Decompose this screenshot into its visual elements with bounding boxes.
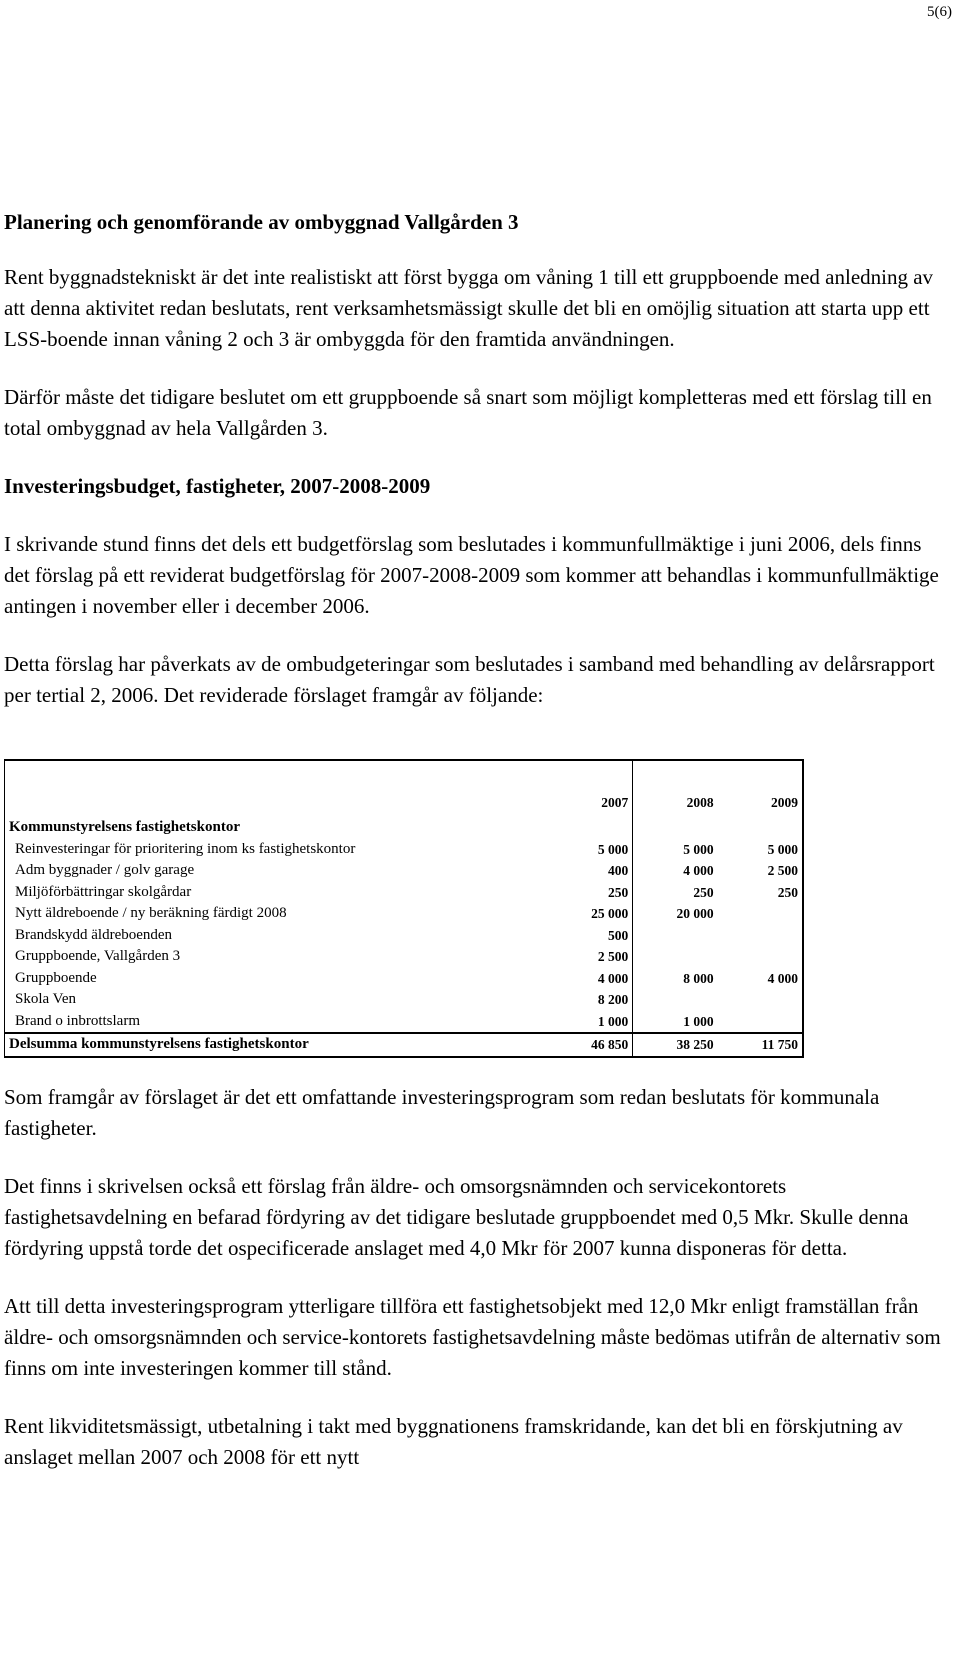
- row-label: Gruppboende: [5, 968, 548, 990]
- value-2009: [718, 1011, 803, 1034]
- paragraph: Detta förslag har påverkats av de ombudgeteringar som beslutades i samband med behandling av delårsrapport per tertial 2, 2006. Det reviderade förslaget framgår av följande:: [4, 652, 935, 707]
- value-2008: [633, 989, 718, 1011]
- value-2008: [633, 946, 718, 968]
- table-row: [5, 839, 804, 861]
- value-2009: 2 500: [718, 860, 803, 882]
- value-2007: 1 000: [548, 1011, 633, 1034]
- page-number: 5(6): [927, 4, 952, 20]
- value-2007: 25 000: [548, 903, 633, 925]
- paragraph: Därför måste det tidigare beslutet om ett gruppboende så snart som möjligt kompletteras med ett förslag till en total ombyggnad av hela Vallgården 3.: [4, 385, 932, 440]
- value-2007: 2 500: [548, 946, 633, 968]
- table-row: [5, 903, 804, 925]
- value-2009: [718, 946, 803, 968]
- value-2009: [718, 925, 803, 947]
- value-2008: 4 000: [683, 863, 714, 878]
- table-row: [5, 882, 804, 904]
- year-header-2007: 2007: [548, 760, 633, 817]
- year-header-2008: 2008: [633, 760, 718, 817]
- section-heading-investeringsbudget: Investeringsbudget, fastigheter, 2007-2008-2009: [4, 474, 431, 498]
- value-2007: 500: [548, 925, 633, 947]
- value-2008: 250: [693, 884, 714, 900]
- budget-section-title: Kommunstyrelsens fastighetskontor: [5, 817, 548, 839]
- table-row: [5, 989, 804, 1011]
- row-label: Brand o inbrottslarm: [5, 1011, 548, 1034]
- subtotal-row: [5, 1033, 804, 1057]
- year-header-2009: 2009: [718, 760, 803, 817]
- value-2009: 250: [718, 882, 803, 904]
- table-row: [5, 860, 804, 882]
- paragraph: Rent byggnadstekniskt är det inte realistiskt att först bygga om våning 1 till ett gruppboende med anledning av att denna aktivitet redan beslutats, rent verksamhetsmässigt skulle det bli en omöjlig situation att starta upp ett LSS-boende innan våning 2 och 3 är ombyggda för den framtida användningen.: [4, 265, 934, 351]
- budget-section-row: [5, 817, 804, 839]
- row-label: Miljöförbättringar skolgårdar: [5, 882, 548, 904]
- row-label: Adm byggnader / golv garage: [5, 860, 548, 882]
- value-2007: 400: [548, 860, 633, 882]
- budget-table: [4, 759, 804, 1058]
- value-2009: [718, 903, 803, 925]
- section-heading-planering: Planering och genomförande av ombyggnad Vallgården 3: [4, 210, 519, 234]
- value-2007: 4 000: [548, 968, 633, 990]
- value-2008: 5 000: [683, 841, 714, 857]
- subtotal-2009: 11 750: [718, 1033, 803, 1057]
- value-2008: 1 000: [683, 1013, 714, 1029]
- row-label: Nytt äldreboende / ny beräkning färdigt 2008: [5, 903, 548, 925]
- table-row: [5, 946, 804, 968]
- value-2009: 4 000: [718, 968, 803, 990]
- table-row: [5, 925, 804, 947]
- subtotal-label: Delsumma kommunstyrelsens fastighetskontor: [5, 1033, 548, 1057]
- paragraph: Som framgår av förslaget är det ett omfattande investeringsprogram som redan beslutats för kommunala fastigheter.: [4, 1084, 880, 1140]
- value-2007: 5 000: [548, 839, 633, 861]
- row-label: Reinvesteringar för prioritering inom ks fastighetskontor: [5, 839, 548, 861]
- document-body: [4, 207, 944, 1473]
- row-label: Skola Ven: [5, 989, 548, 1011]
- paragraph: Att till detta investeringsprogram ytterligare tillföra ett fastighetsobjekt med 12,0 Mkr enligt framställan från äldre- och omsorgsnämnden och service-kontorets fastighetsavdelning måste bedömas utifrån de alternativ som finns om inte investeringen kommer till stånd.: [4, 1293, 941, 1380]
- budget-header-row: [5, 760, 804, 817]
- value-2009: [718, 989, 803, 1011]
- value-2007: 250: [548, 882, 633, 904]
- row-label: Gruppboende, Vallgården 3: [5, 946, 548, 968]
- paragraph: Rent likviditetsmässigt, utbetalning i takt med byggnationens framskridande, kan det bli en förskjutning av anslaget mellan 2007 och 2008 för ett nytt: [4, 1413, 903, 1469]
- subtotal-2008: 38 250: [633, 1033, 718, 1057]
- row-label: Brandskydd äldreboenden: [5, 925, 548, 947]
- paragraph: Det finns i skrivelsen också ett förslag från äldre- och omsorgsnämnden och servicekontorets fastighetsavdelning en befarad fördyring av det tidigare beslutade gruppboendet med 0,5 Mkr. Skulle denna fördyring uppstå torde det ospecificerade anslaget med 4,0 Mkr för 2007 kunna disponeras för detta.: [4, 1173, 909, 1260]
- subtotal-2007: 46 850: [548, 1033, 633, 1057]
- value-2008: 20 000: [676, 906, 714, 921]
- value-2007: 8 200: [548, 989, 633, 1011]
- value-2008: [633, 925, 718, 947]
- table-row: [5, 968, 804, 990]
- table-row: [5, 1011, 804, 1034]
- value-2009: 5 000: [718, 839, 803, 861]
- value-2008: 8 000: [683, 970, 714, 986]
- paragraph: I skrivande stund finns det dels ett budgetförslag som beslutades i kommunfullmäktige i juni 2006, dels finns det förslag på ett reviderat budgetförslag för 2007-2008-2009 som kommer att behandlas i kommunfullmäktige antingen i november eller i december 2006.: [4, 532, 939, 618]
